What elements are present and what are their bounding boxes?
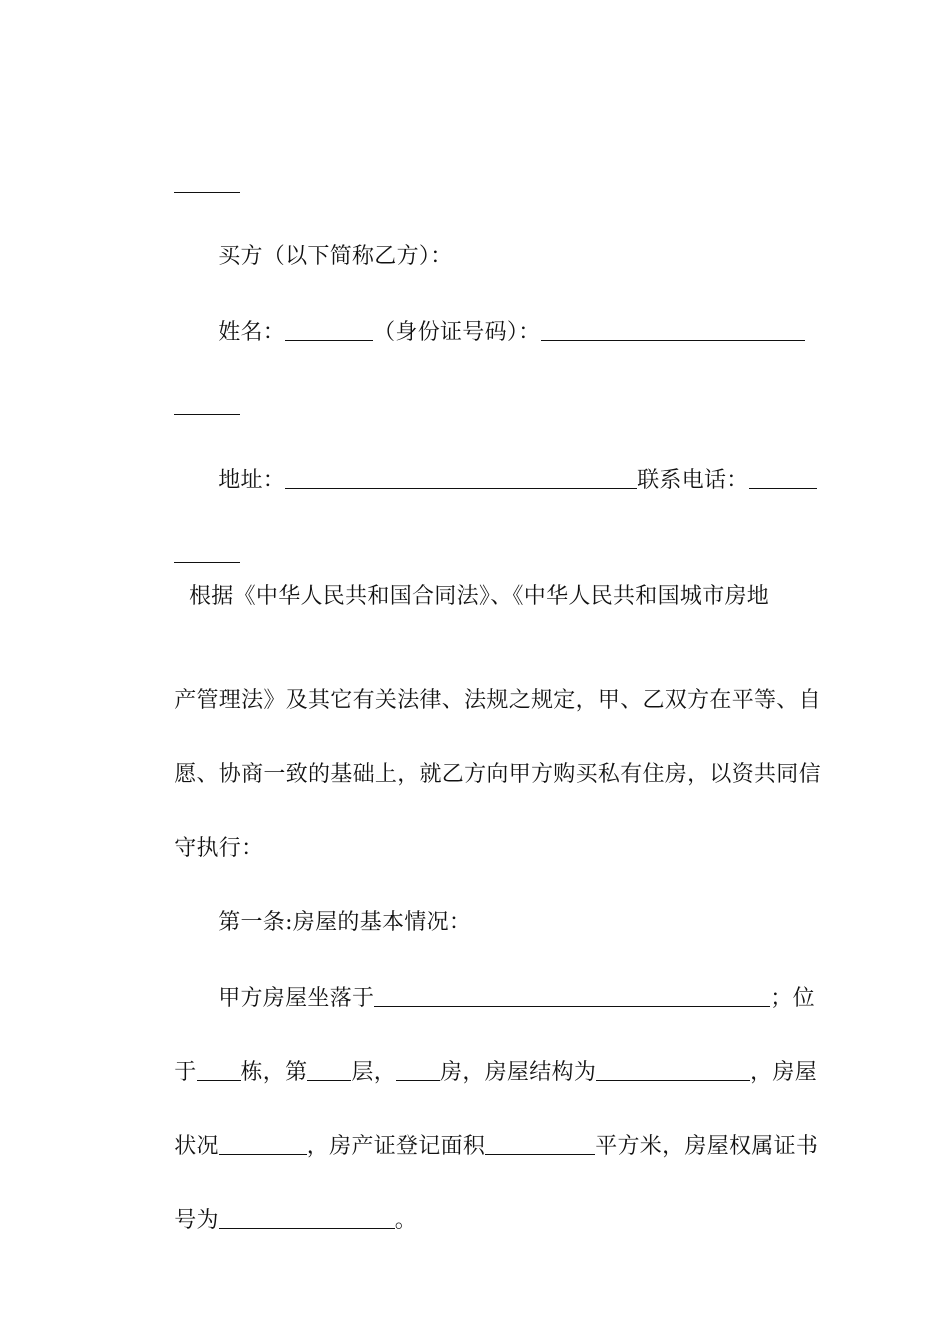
- paragraph-text: 愿、协商一致的基础上，就乙方向甲方购买私有住房，以资共同信: [174, 762, 821, 787]
- text-yu: 于: [174, 1060, 197, 1085]
- phone-label: 联系电话：: [637, 468, 749, 493]
- phone-field-continued[interactable]: [174, 540, 240, 563]
- area-unit-text: 平方米，房屋权属证书: [595, 1134, 819, 1159]
- house-tail-text: ，房屋: [750, 1060, 818, 1085]
- blank-field[interactable]: [174, 170, 240, 193]
- paragraph-line: [189, 582, 793, 612]
- area-label: ，房产证登记面积: [306, 1134, 486, 1159]
- buyer-heading-text: 买方（以下简称乙方）：: [218, 244, 453, 269]
- house-location-field[interactable]: [374, 984, 770, 1007]
- article-title-text: 第一条:房屋的基本情况：: [218, 910, 472, 935]
- house-location-end: ；位: [770, 986, 815, 1011]
- name-label: 姓名：: [218, 320, 286, 345]
- certificate-field[interactable]: [219, 1206, 395, 1229]
- id-number-field-continued[interactable]: [174, 392, 240, 415]
- house-location-label: 甲方房屋坐落于: [218, 986, 375, 1011]
- room-field[interactable]: [396, 1058, 440, 1081]
- paragraph-text: 根据《中华人民共和国合同法》、《中华人民共和国城市房地: [189, 584, 770, 609]
- address-label: 地址：: [218, 468, 286, 493]
- floor-label: 层，: [351, 1060, 397, 1085]
- address-field[interactable]: [285, 466, 637, 489]
- id-number-field[interactable]: [541, 318, 805, 341]
- phone-field[interactable]: [749, 466, 817, 489]
- status-label: 状况: [174, 1134, 219, 1159]
- structure-field[interactable]: [596, 1058, 750, 1081]
- building-field[interactable]: [197, 1058, 241, 1081]
- floor-field[interactable]: [307, 1058, 351, 1081]
- name-field[interactable]: [285, 318, 373, 341]
- room-label: 房，房屋结构为: [440, 1060, 597, 1085]
- building-label: 栋，第: [240, 1060, 308, 1085]
- area-field[interactable]: [485, 1132, 595, 1155]
- paragraph-text: 守执行：: [174, 836, 264, 861]
- certificate-line: [145, 1174, 793, 1266]
- status-field[interactable]: [219, 1132, 307, 1155]
- paragraph-text: 产管理法》及其它有关法律、法规之规定，甲、乙双方在平等、自: [174, 688, 821, 713]
- certificate-end: 。: [394, 1208, 418, 1233]
- certificate-label: 号为: [174, 1208, 219, 1233]
- id-label: （身份证号码）：: [373, 320, 541, 345]
